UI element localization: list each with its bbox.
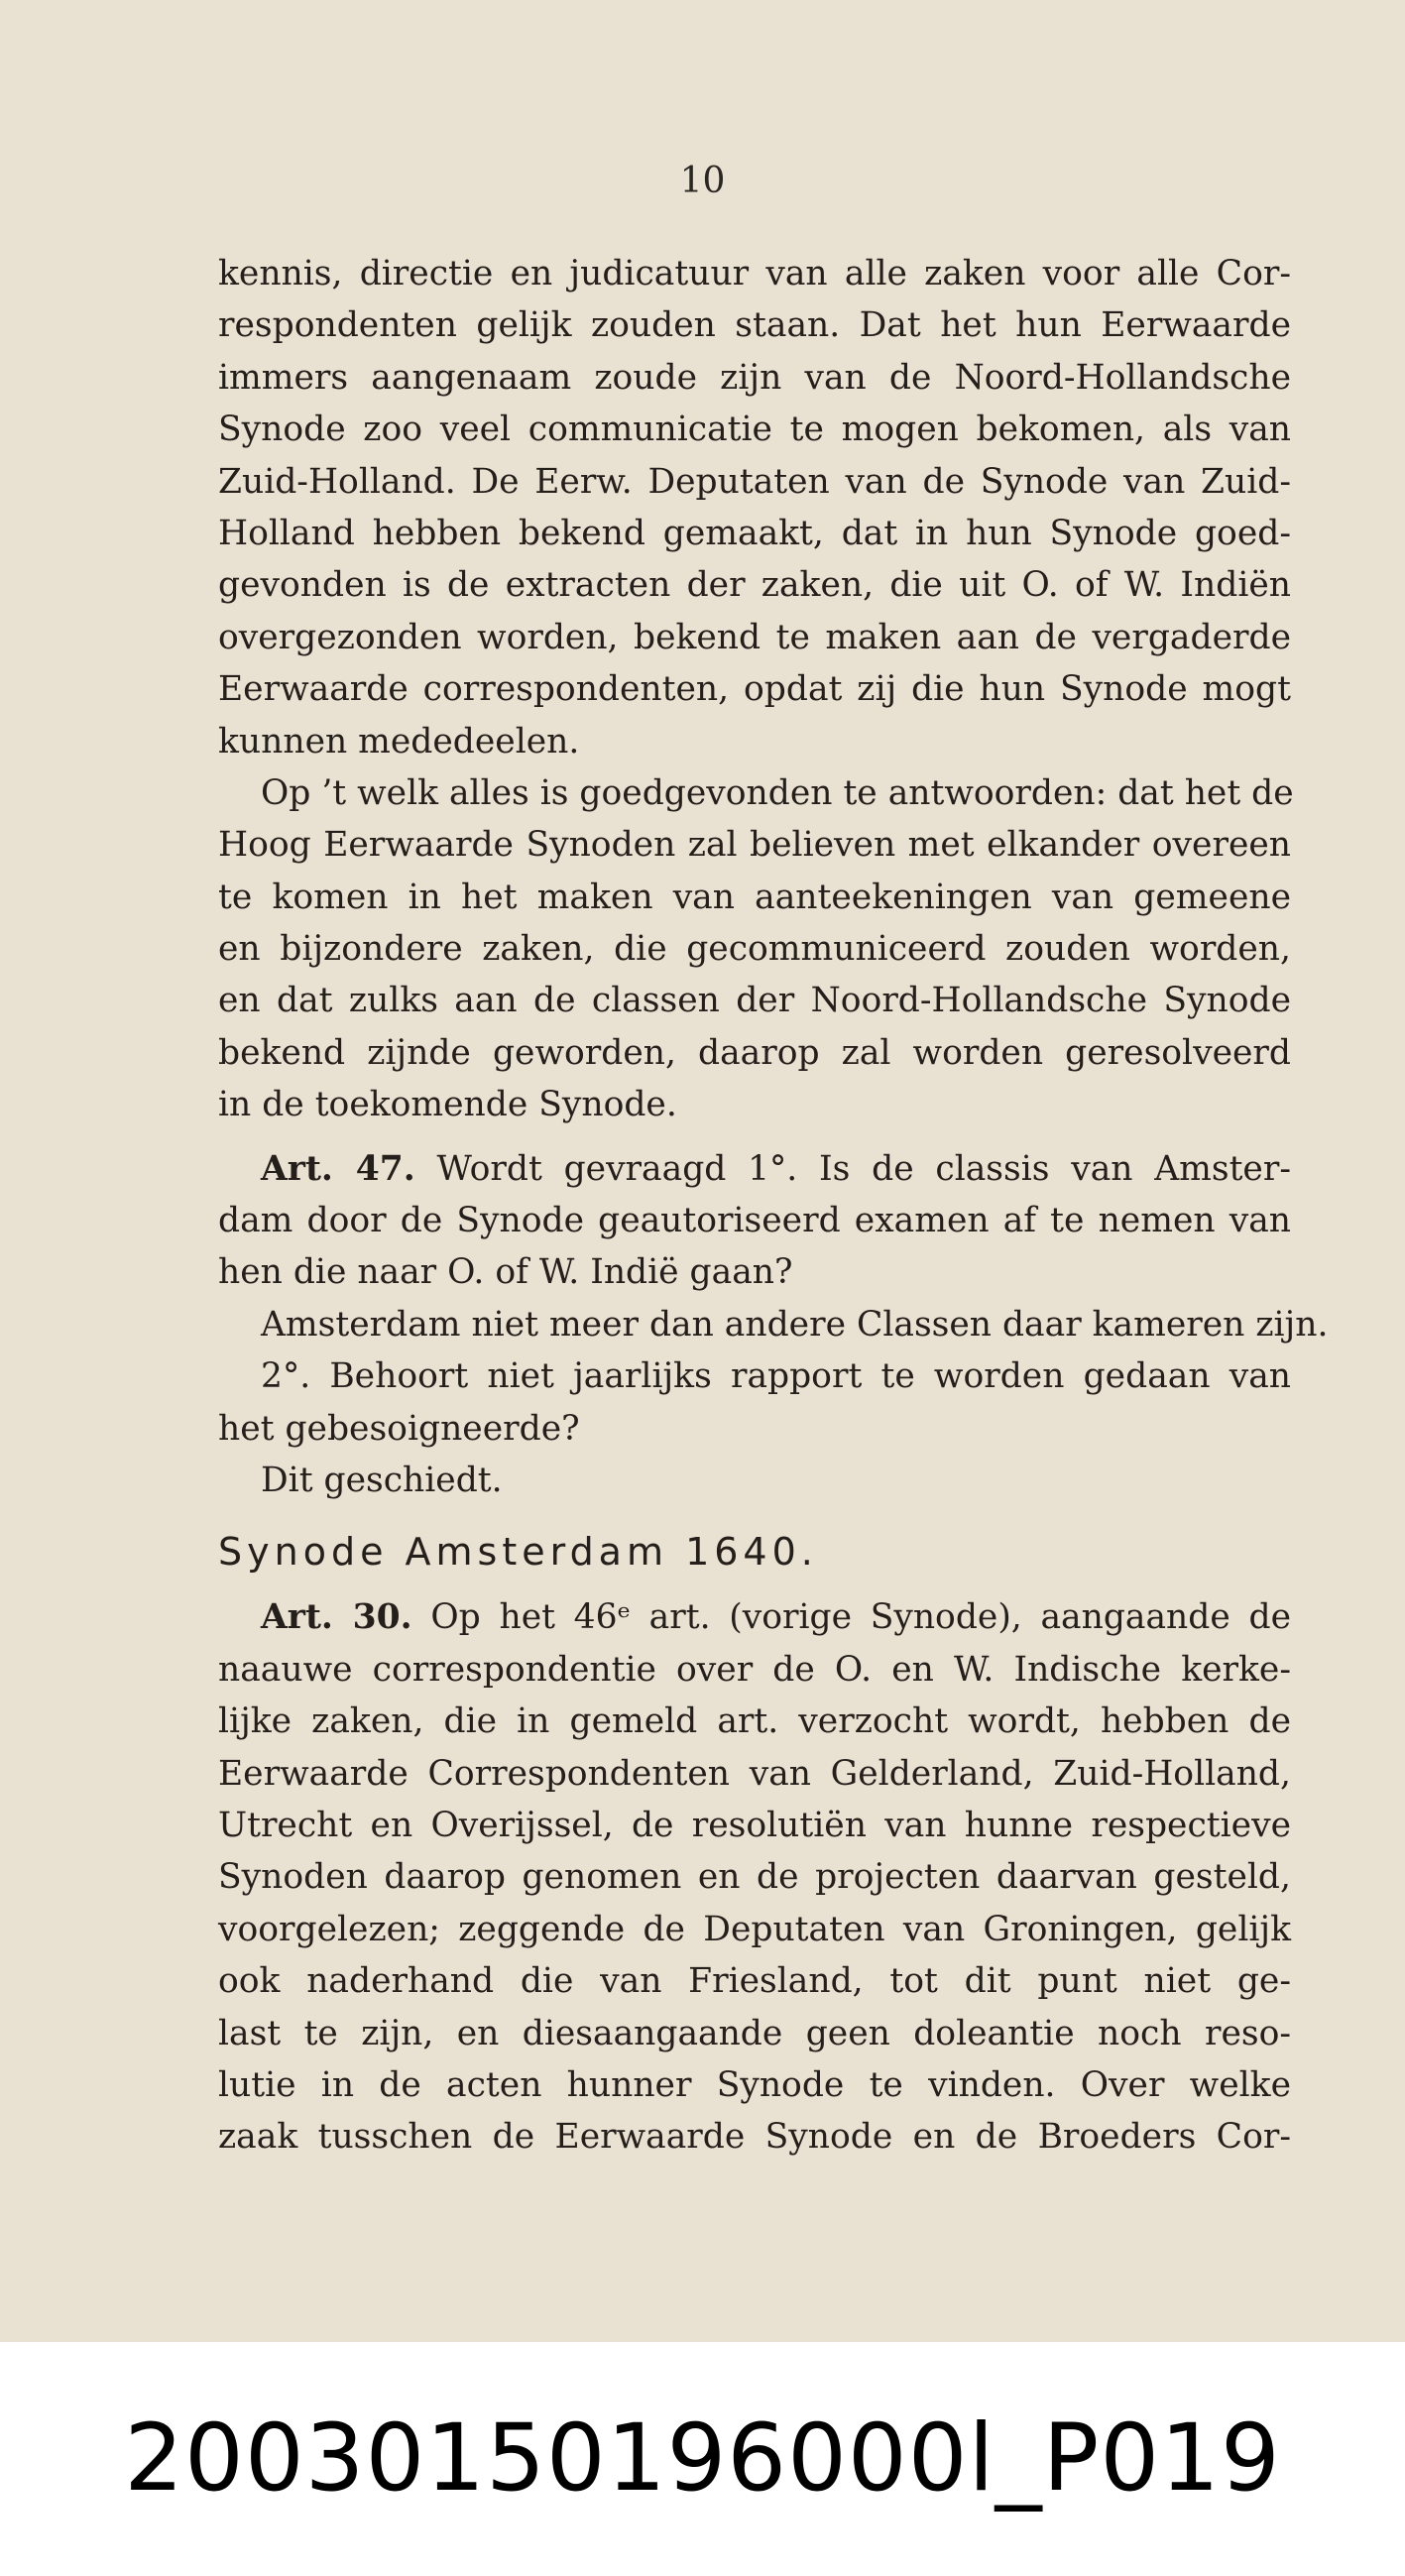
article-first-line: [218, 1143, 1291, 1195]
text-line: last te zijn, en diesaangaande geen doleantie noch reso-: [218, 2013, 1291, 2053]
text-line: kunnen mededeelen.: [218, 721, 580, 761]
article-first-line: [218, 1591, 1291, 1643]
text-line: Hoog Eerwaarde Synoden zal believen met elkander overeen: [218, 825, 1291, 866]
paragraph-2: [218, 767, 1294, 1131]
text-line: te komen in het maken van aanteekeningen van gemeene: [218, 877, 1291, 917]
text-line: Zuid-Holland. De Eerw. Deputaten van de Synode van Zuid-: [218, 461, 1291, 502]
text-line: in de toekomende Synode.: [218, 1085, 677, 1125]
answer-line: Amsterdam niet meer dan andere Classen daar kameren zijn.: [261, 1304, 1329, 1345]
text-line: naauwe correspondentie over de O. en W. Indische kerke-: [218, 1649, 1291, 1690]
text-line: immers aangenaam zoude zijn van de Noord-Hollandsche: [218, 357, 1291, 398]
article-text: Wordt gevraagd 1°. Is de classis van Amster-: [436, 1148, 1291, 1189]
text-line: lijke zaken, die in gemeld art. verzocht wordt, hebben de: [218, 1701, 1291, 1742]
text-line: Utrecht en Overijssel, de resolutiën van hunne respectieve: [218, 1805, 1291, 1845]
text-line: gevonden is de extracten der zaken, die uit O. of W. Indiën: [218, 565, 1291, 606]
article-text: Op het 46ᵉ art. (vorige Synode), aangaande de: [430, 1597, 1291, 1638]
article-label: Art. 47.: [261, 1148, 415, 1189]
text-line: Eerwaarde correspondenten, opdat zij die hun Synode mogt: [218, 669, 1291, 710]
text-line: voorgelezen; zeggende de Deputaten van Groningen, gelijk: [218, 1909, 1291, 1949]
text-line: bekend zijnde geworden, daarop zal worden geresolveerd: [218, 1032, 1291, 1073]
text-line: hen die naar O. of W. Indië gaan?: [218, 1252, 793, 1293]
section-heading: Synode Amsterdam 1640.: [218, 1530, 818, 1575]
article-label: Art. 30.: [261, 1597, 412, 1638]
text-line: kennis, directie en judicatuur van alle zaken voor alle Cor-: [218, 254, 1291, 293]
text-line: en dat zulks aan de classen der Noord-Hollandsche Synode: [218, 981, 1291, 1021]
page-number: 10: [679, 161, 726, 201]
text-line: overgezonden worden, bekend te maken aan de vergaderde: [218, 617, 1291, 657]
answer-line: Dit geschiedt.: [261, 1460, 503, 1500]
article-30: [218, 1591, 1291, 2163]
spacer: [218, 1131, 1291, 1143]
text-line: Eerwaarde Correspondenten van Gelderland, Zuid-Holland,: [218, 1753, 1291, 1794]
text-line: en bijzondere zaken, die gecommuniceerd zouden worden,: [218, 929, 1291, 970]
scan-id-label: 20030150196000l_P019: [124, 2404, 1281, 2513]
text-line: respondenten gelijk zouden staan. Dat het hun Eerwaarde: [218, 305, 1291, 346]
text-line: Synode zoo veel communicatie te mogen bekomen, als van: [218, 410, 1291, 450]
page-body: [218, 248, 1329, 2164]
text-line: het gebesoigneerde?: [218, 1408, 580, 1449]
text-line: zaak tusschen de Eerwaarde Synode en de Broeders Cor-: [218, 2117, 1291, 2158]
text-line: ook naderhand die van Friesland, tot dit punt niet ge-: [218, 1961, 1291, 2002]
text-line: dam door de Synode geautoriseerd examen af te nemen van: [218, 1201, 1291, 1241]
text-line: Synoden daarop genomen en de projecten daarvan gesteld,: [218, 1857, 1291, 1898]
text-line: lutie in de acten hunner Synode te vinden. Over welke: [218, 2064, 1291, 2105]
text-line: Op ’t welk alles is goedgevonden te antwoorden: dat het de: [261, 772, 1294, 813]
article-47: [218, 1143, 1329, 1507]
text-line: Holland hebben bekend gemaakt, dat in hun Synode goed-: [218, 513, 1291, 553]
text-line: 2°. Behoort niet jaarlijks rapport te worden gedaan van: [261, 1356, 1291, 1397]
paragraph-1: [218, 248, 1291, 767]
